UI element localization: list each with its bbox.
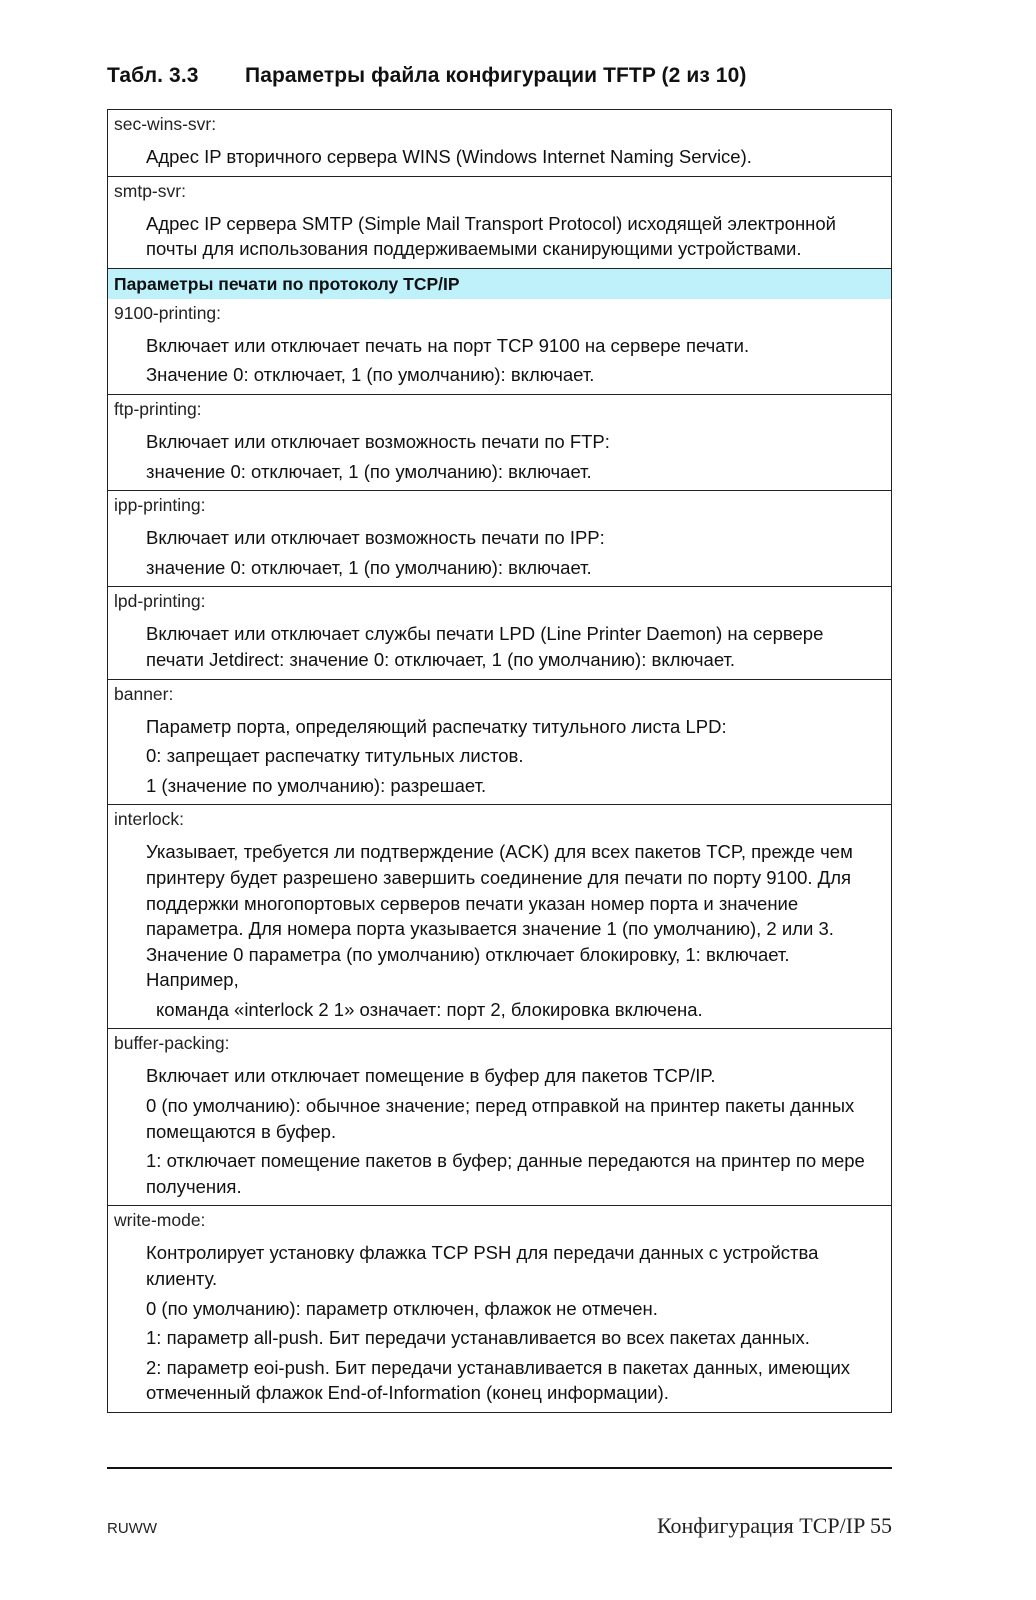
parameter-name: write-mode: [114, 1210, 206, 1231]
config-parameters-table [107, 109, 892, 1413]
print-rows [108, 299, 891, 1412]
description-paragraph: Параметр порта, определяющий распечатку титульного листа LPD: [146, 715, 727, 737]
description-paragraph: 0 (по умолчанию): обычное значение; перед отправкой на принтер пакеты данных помещаются в буфер. [146, 1095, 855, 1142]
table-row [108, 299, 891, 394]
table-number: Табл. 3.3 [107, 64, 199, 87]
parameter-description [114, 1240, 883, 1406]
table-row [108, 679, 891, 805]
table-row [108, 394, 891, 490]
parameter-description [114, 211, 883, 262]
footer-page-label: Конфигурация TCP/IP 55 [656, 1513, 892, 1538]
description-paragraph: Включает или отключает помещение в буфер для пакетов TCP/IP. [146, 1065, 716, 1087]
table-caption [107, 64, 746, 88]
description-paragraph: 1 (значение по умолчанию): разрешает. [146, 774, 487, 796]
general-rows [108, 110, 891, 268]
parameter-description [114, 621, 883, 672]
footer-rule [107, 1467, 892, 1469]
description-paragraph: значение 0: отключает, 1 (по умолчанию): включает. [146, 556, 592, 578]
parameter-name: ftp-printing: [114, 398, 202, 419]
description-paragraph: Включает или отключает печать на порт TCP 9100 на сервере печати. [146, 334, 750, 356]
parameter-name: lpd-printing: [114, 591, 206, 612]
description-paragraph: 0: запрещает распечатку титульных листов. [146, 745, 524, 767]
description-paragraph: 1: отключает помещение пакетов в буфер; данные передаются на принтер по мере получения. [146, 1150, 865, 1197]
section-header-tcp-printing: Параметры печати по протоколу TCP/IP [108, 268, 891, 299]
description-paragraph: 2: параметр eoi-push. Бит передачи устанавливается в пакетах данных, имеющих отмеченный флажок End-of-Information (конец информации). [146, 1356, 851, 1404]
description-paragraph: Адрес IP вторичного сервера WINS (Windows Internet Naming Service). [146, 146, 752, 167]
description-paragraph: значение 0: отключает, 1 (по умолчанию): включает. [146, 460, 592, 482]
parameter-description [114, 839, 883, 1022]
table-row [108, 110, 891, 176]
footer-left-label: RUWW [107, 1520, 157, 1537]
parameter-description [114, 429, 883, 484]
description-paragraph: Адрес IP сервера SMTP (Simple Mail Transport Protocol) исходящей электронной почты для использования поддерживаемыми сканирующими устройствами. [146, 212, 837, 260]
parameter-description [114, 1063, 883, 1199]
table-row [108, 176, 891, 268]
parameter-name: ipp-printing: [114, 495, 206, 516]
parameter-name: interlock: [114, 809, 185, 830]
description-paragraph: 1: параметр all-push. Бит передачи устанавливается во всех пакетах данных. [146, 1327, 810, 1349]
parameter-name: buffer-packing: [114, 1033, 230, 1054]
parameter-name: 9100-printing: [114, 302, 222, 323]
description-paragraph: 0 (по умолчанию): параметр отключен, флажок не отмечен. [146, 1297, 658, 1319]
parameter-description [114, 144, 883, 170]
table-row [108, 1028, 891, 1205]
table-row [108, 586, 891, 678]
parameter-description [114, 714, 883, 799]
description-paragraph: Включает или отключает возможность печати по IPP: [146, 527, 605, 549]
description-paragraph: Включает или отключает возможность печати по FTP: [146, 430, 610, 452]
parameter-name: smtp-svr: [114, 180, 186, 201]
parameter-name: sec-wins-svr: [114, 114, 217, 134]
description-paragraph: Указывает, требуется ли подтверждение (ACK) для всех пакетов TCP, прежде чем принтеру будет разрешено завершить соединение для печати по порту 9100. Для поддержки многопортовых серверов печати указан номер порта и значение параметра. Для номера порта указывается значение 1 (по умолчанию), 2 или 3. Значение 0 параметра (по умолчанию) отключает блокировку, 1: включает. Например, [146, 841, 853, 991]
parameter-description [114, 525, 883, 580]
description-paragraph: Включает или отключает службы печати LPD (Line Printer Daemon) на сервере печати Jetdirect: значение 0: отключает, 1 (по умолчанию): включает. [146, 623, 824, 670]
table-row [108, 804, 891, 1028]
description-paragraph: Контролирует установку флажка TCP PSH для передачи данных с устройства клиенту. [146, 1242, 819, 1290]
table-row [108, 490, 891, 586]
example-text: команда «interlock 2 1» означает: порт 2, блокировка включена. [156, 998, 703, 1020]
parameter-description [114, 333, 883, 388]
parameter-name: banner: [114, 683, 174, 704]
table-title: Параметры файла конфигурации TFTP (2 из 10) [245, 64, 747, 87]
table-row [108, 1205, 891, 1412]
description-paragraph: Значение 0: отключает, 1 (по умолчанию): включает. [146, 364, 595, 386]
